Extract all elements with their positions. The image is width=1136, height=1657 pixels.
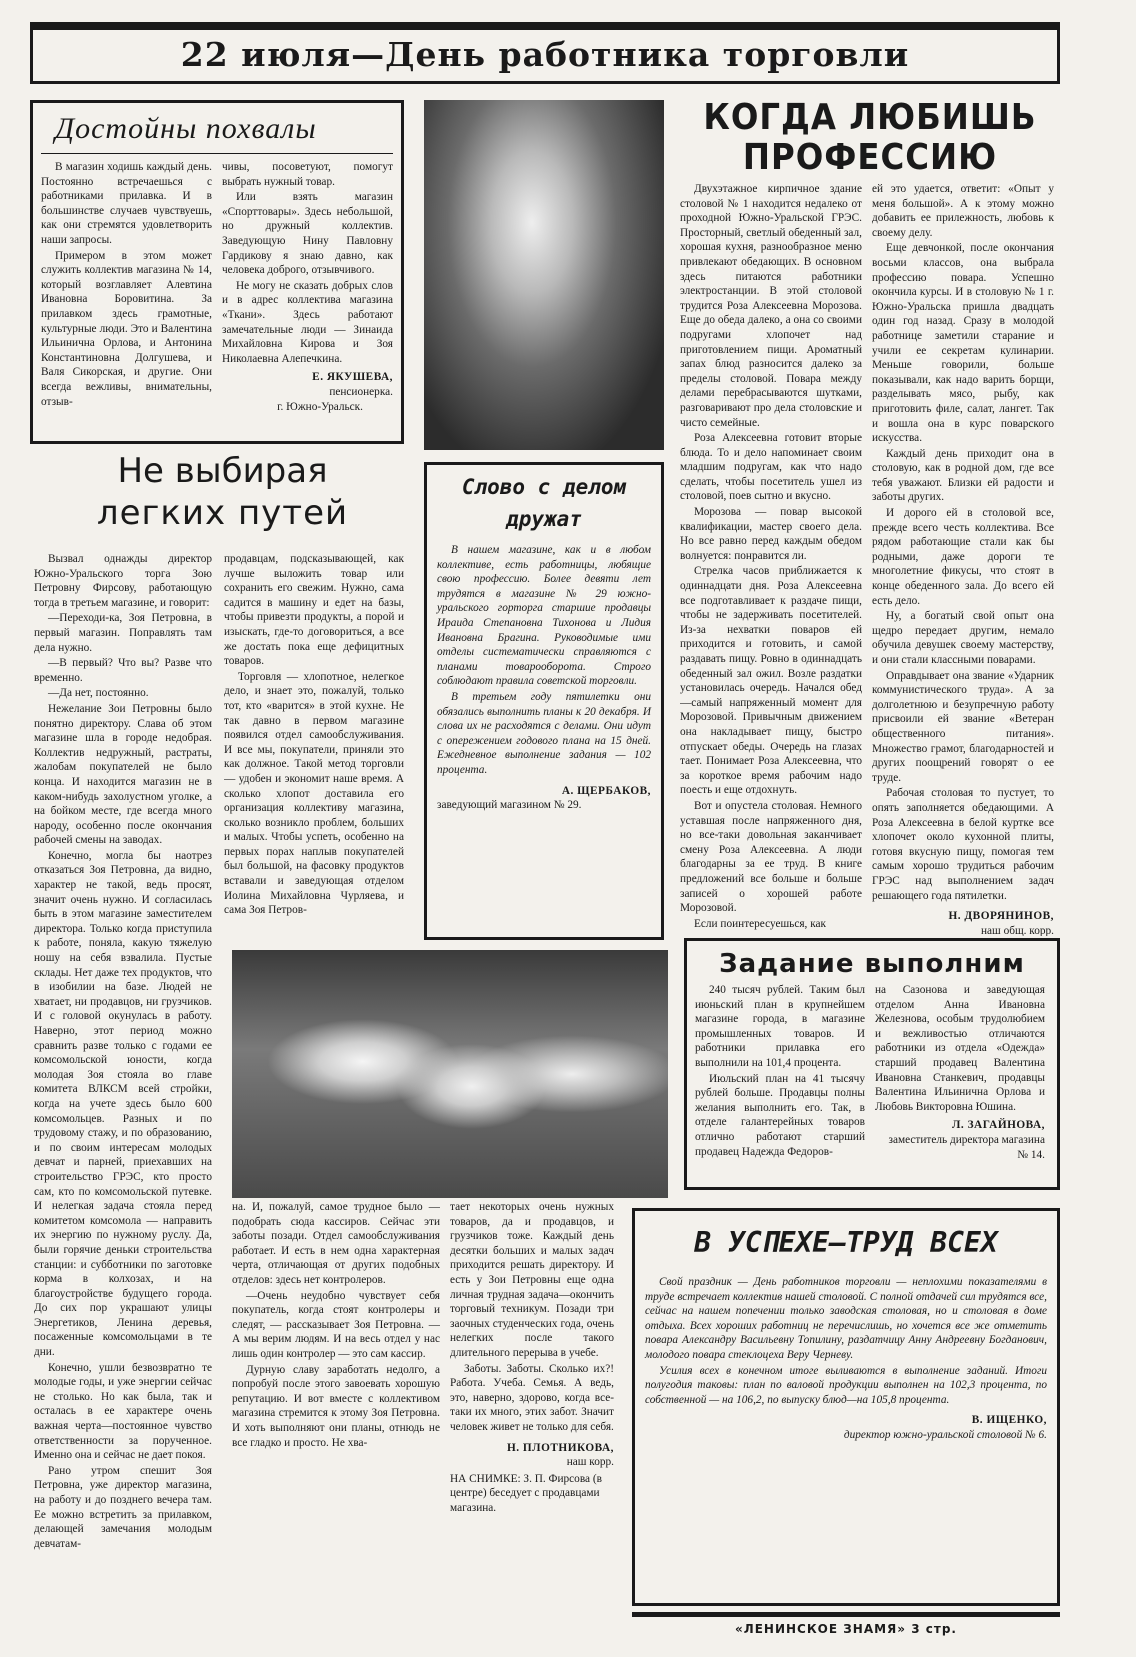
paragraph: В нашем магазине, как и в любом коллективе, есть работницы, любящие свою профессию. Более девяти лет трудятся в магазине № 29 южно-уральского горторга старшие продавцы Ираида Степановна Тихонова и Лидия Ивановна Брагина. Руководимые ими отделы систематически справляются с планами товарооборота. Строго соблюдают правила советской торговли. xyxy=(437,544,651,688)
paragraph: Вот и опустела столовая. Немного уставшая после напряженного дня, но все-таки довольная заканчивает смену Роза Алексеевна. А люди благодарны за ее труд. В книге предложений все больше и больше записей о хорошей работе Морозовой. xyxy=(680,799,862,915)
paragraph: И дорого ей в столовой все, прежде всего честь коллектива. Все рядом работающие стали как бы родными, даже дороги те многолетние фикусы, что стоят в конце обеденного зала. До всего ей есть дело. xyxy=(872,507,1054,607)
article-ne-vybiraya-column-3 xyxy=(232,1200,440,1640)
paragraph: на Сазонова и заведующая отделом Анна Ивановна Железнова, особым трудолюбием и вежливостью отличаются работники из отдела «Одежда» старший продавец Валентина Ивановна Станкевич, продавцы Валентина Ильинична Орлова и Любовь Викторовна Юшина. xyxy=(875,984,1045,1113)
signature xyxy=(645,1413,1047,1442)
paragraph: В третьем году пятилетки они обязались выполнить планы к 20 декабря. И слова их не расходятся с делами. Они идут с опережением годового плана на 15 дней. Ежедневное выполнение задания — 102 процента. xyxy=(437,690,651,776)
paragraph: Или взять магазин «Спорттовары». Здесь небольшой, но дружный коллектив. Заведующую Нину Павловну Гардикову я знаю давно, как человека доброго, отзывчивого. xyxy=(222,191,393,277)
signature xyxy=(437,784,651,813)
signature xyxy=(875,1118,1045,1162)
page-footer xyxy=(632,1612,1060,1644)
article-title: Достойны похвалы xyxy=(55,112,317,145)
article-kogda-lyubish xyxy=(680,98,1060,936)
article-column-1 xyxy=(680,182,862,936)
paragraph: Рабочая столовая то пустует, то опять заполняется обедающими. А Роза Алексеевна в белой куртке все хлопочет около кухонной плиты, готовя вкусную пищу, помогая тем самым хорошо трудиться рабочим ГРЭС над выполнением задач решающего года пятилетки. xyxy=(872,787,1054,902)
article-body xyxy=(645,1275,1047,1407)
paragraph: Вызвал однажды директор Южно-Уральского торга Зою Петровну Фирсову, работающую тогда в третьем магазине, и говорит: xyxy=(34,553,212,609)
paragraph: Не могу не сказать добрых слов и в адрес коллектива магазина «Ткани». Здесь работают замечательные люди — Зинаида Михайловна Кирова и Зоя Николаевна Алепечкина. xyxy=(222,279,393,365)
paragraph: чивы, посоветуют, помогут выбрать нужный товар. xyxy=(222,161,393,188)
article-column-1 xyxy=(41,160,212,414)
paragraph: Морозова — повар высокой квалификации, мастер своего дела. Но все равно перед каждым обедом волнуется: понравится ли. xyxy=(680,506,862,562)
article-column-2 xyxy=(222,160,393,414)
author-name: Л. ЗАГАЙНОВА, xyxy=(952,1119,1045,1132)
paragraph: Примером в этом может служить коллектив магазина № 14, который возглавляет Алевтина Ивановна Боровитина. За прилавком здесь грамотные, культурные люди. Это и Валентина Ильинична Орлова, и Антонина Константиновна Долгушева, и Валя Сикорская, и другие. Они всегда вежливы, внимательны, отзыв- xyxy=(41,249,212,408)
photo-firsova-staff xyxy=(232,950,668,1198)
paragraph: тает некоторых очень нужных товаров, да и продавцов, и грузчиков тоже. Каждый день десятки больших и малых задач приходится решать директору. И есть у Зои Петровны еще одна личная трудная задача—окончить торговый техникум. Позади три заочных студенческих года, очень нелегких после такого длительного перерыва в учебе. xyxy=(450,1201,614,1359)
paragraph: Нежелание Зои Петровны было понятно директору. Слава об этом магазине шла в городе недобрая. Коллектив недружный, растраты, жалобам покупателей не было конца. И находится магазин не в каком-нибудь захолустном уголке, а на бойком месте, где всегда много народу, особенно после окончания рабочей смены на заводах. xyxy=(34,702,212,847)
author-role: наш корр. xyxy=(566,1456,614,1469)
paragraph: Усилия всех в конечном итоге выливаются в выполнение заданий. Итоги полугодия таковы: план по валовой продукции выполнен на 102,3 процента, по собственной — на 106,2, по выпуску блюд—на 105,8 процента. xyxy=(645,1364,1047,1406)
paragraph: Если поинтересуешься, как xyxy=(694,917,827,930)
article-zadanie-vypolnim xyxy=(684,938,1060,1190)
article-dostoiny-pokhvaly xyxy=(30,100,404,444)
paragraph: Свой праздник — День работников торговли — неплохими показателями в труде встречает коллектив нашей столовой. С полной отдачей сил трудятся все, сейчас на нашем попечении только заводская столовая, но и столовая в доме отдыха. Всех хороших работниц не перечислишь, но хочется все же отметить повара Александру Васильевну Топилину, раздатчицу Анну Андреевну Богданович, молодого повара стеклоцеха Веру Черневу. xyxy=(645,1276,1047,1361)
paragraph: —Да нет, постоянно. xyxy=(48,687,149,700)
signature xyxy=(222,370,393,414)
paragraph: 240 тысяч рублей. Таким был июньский план в крупнейшем магазине города, в магазине промышленных товаров. И работники прилавка его выполнили на 101,4 процента. xyxy=(695,984,865,1069)
article-ne-vybiraya-column-1 xyxy=(34,552,212,1642)
paragraph: Конечно, ушли безвозвратно те молодые годы, и уже энергии сейчас не столько. Но как была, так и осталась в ее характере очень важная черта—постоянное чувство ответственности за порученное. Именно она и сейчас не дает покоя. xyxy=(34,1361,212,1462)
paragraph: —Очень неудобно чувствует себя покупатель, когда стоят контролеры и следят, — рассказывает Зоя Петровна. — А мы верим людям. И на весь отдел у нас лишь один контролер — это сам кассир. xyxy=(232,1289,440,1360)
paragraph: Стрелка часов приближается к одиннадцати дня. Роза Алексеевна все подготавливает к раздаче пищи, чтобы не задерживать посетителей. Из-за нехватки поваров ей приходится и готовить, и самой раздавать пищу. Ровно в одиннадцать обеденный зал ожил. Возле раздатки установилась очередь. Начался обед—самый напряженный момент для Морозовой. Привычным движением она накладывает пищу, быстро отпускает обеды. Очередь на глазах тает. Понимает Роза Алексеевна, что за короткое время рабочим надо поесть и еще отдохнуть. xyxy=(680,565,862,797)
signature xyxy=(450,1441,614,1470)
paragraph: на. И, пожалуй, самое трудное было — подобрать сюда кассиров. Сейчас эти заботы позади. Отдел самообслуживания работает. И есть в нем одна характерная черта, отличающая от других подобных отделов: здесь нет контролеров. xyxy=(232,1201,440,1286)
article-title xyxy=(680,98,1060,178)
banner xyxy=(30,22,1060,84)
paragraph: —Переходи-ка, Зоя Петровна, в первый магазин. Поправлять там дела нужно. xyxy=(34,612,212,654)
author-role: наш общ. корр. xyxy=(980,924,1054,936)
paragraph: Рано утром спешит Зоя Петровна, уже директор магазина, на работу и до позднего вечера там. Ее можно встретить за прилавком, делающей замечания молодым девчатам- xyxy=(34,1464,212,1550)
paragraph: Оправдывает она звание «Ударник коммунистического труда». А за долголетнюю и безупречную работу присвоили ей звание «Ветеран общественного питания». Множество грамот, благодарностей и других поощрений говорят о ее труде. xyxy=(872,669,1054,784)
paragraph: Роза Алексеевна готовит вторые блюда. То и дело напоминает своим младшим подругам, как что надо сделать, чтобы посетитель ушел из столовой, поев сытно и вкусно. xyxy=(680,432,862,503)
paragraph: Еще девчонкой, после окончания восьми классов, она выбрала профессию повара. Успешно окончила курсы. И в столовую № 1 г. Южно-Уральска пришла двадцать один год назад. Сразу в молодой работнице заметили старание и учили ее секретам кулинарии. Меньше говорили, больше показывали, как надо варить борщи, разделывать мясо, рыбу, как приготовить филе, салат, лангет. Так и вошла она в курс поварского искусства. xyxy=(872,242,1054,445)
paragraph: Заботы. Заботы. Сколько их?! Работа. Учеба. Семья. А ведь, это, наверно, здорово, когда все-таки их много, этих забот. Значит человек живет не только для себя. xyxy=(450,1362,614,1433)
author-role: заместитель директора магазина № 14. xyxy=(888,1133,1045,1161)
paragraph: В магазин ходишь каждый день. Постоянно встречаешься с работниками прилавка. И в большинстве случаев чувствуешь, как они стремятся удовлетворить наши запросы. xyxy=(41,161,212,246)
author-name: А. ЩЕРБАКОВ, xyxy=(561,784,651,797)
article-slovo-s-delom xyxy=(424,462,664,940)
photo-morozova xyxy=(424,100,664,450)
title-line-2: легких путей xyxy=(96,493,349,533)
article-title: В УСПЕХЕ—ТРУД ВСЕХ xyxy=(694,1226,998,1259)
paragraph: Каждый день приходит она в столовую, как в родной дом, где все тебя уважают. Близки ей радости и заботы других. xyxy=(872,447,1054,504)
article-v-uspekhe xyxy=(632,1208,1060,1606)
photo-caption: НА СНИМКЕ: З. П. Фирсова (в центре) беседует с продавцами магазина. xyxy=(450,1472,602,1514)
article-ne-vybiraya-title xyxy=(30,450,415,550)
footer-text: «ЛЕНИНСКОЕ ЗНАМЯ» 3 стр. xyxy=(735,1622,957,1636)
article-ne-vybiraya-column-4 xyxy=(450,1200,614,1640)
signature xyxy=(872,909,1054,936)
author-role: пенсионерка. xyxy=(329,385,393,398)
author-name: Е. ЯКУШЕВА, xyxy=(312,371,393,384)
banner-title: 22 июля—День работника торговли xyxy=(180,35,910,74)
title-line-1: Слово с делом xyxy=(461,475,627,499)
title-line-2: ПРОФЕССИЮ xyxy=(742,137,998,178)
author-name: Н. ПЛОТНИКОВА, xyxy=(506,1441,614,1454)
article-title xyxy=(437,471,651,535)
title-line-2: дружат xyxy=(506,507,582,531)
title-line-1: Не выбирая xyxy=(117,451,328,491)
paragraph: ей это удается, ответит: «Опыт у меня большой». А к этому можно добавить ее прилежность, любовь к своему делу. xyxy=(872,183,1054,239)
paragraph: Конечно, могла бы наотрез отказаться Зоя Петровна, да видно, характер не такой, ведь просят, значит очень нужно. И согласилась быть в этом магазине заместителем директора. Только когда приступила к работе, поняла, какую тяжелую ношу на себя взвалила. Пустые склады. Нет даже тех продуктов, что в изобилии на базе. Людей не хватает, ни продавцов, ни грузчиков. И с головой окунулась в работу. Наверно, этот период можно сравнить разве только с годами ее комсомольской юности, когда молодая Зоя стояла во главе комитета ВЛКСМ всей стройки, когда на учете здесь было 600 комсомольцев. Разных и по трудовому стажу, и по образованию, и по своим интересам молодых девчат и парней, приехавших на строительство ГРЭС, кто просто сам, кто по комсомольской путевке. И нелегкая задача стояла перед комитетом комсомола — направить их энергию по нужному руслу. Да, были горячие деньки строительства станции: и субботники по заготовке корма в колхозах, и на благоустройстве будущего города. До сих пор украшают улицы Энергетиков, Ленина деревья, посаженные комсомольцами в те дни. xyxy=(34,849,212,1359)
title-line-1: КОГДА ЛЮБИШЬ xyxy=(703,98,1037,138)
paragraph: продавцам, подсказывающей, как лучше выложить товар или сохранить его свежим. Нужно, сама садится в машину и едет на базы, чтобы привезти продукты, а порой и изыскать, где-то договориться, а все же достать пока еще дефицитных товаров. xyxy=(224,553,404,668)
paragraph: Торговля — хлопотное, нелегкое дело, и знает это, пожалуй, только тот, кто «варится» в этой кухне. Не так давно в первом магазине появился отдел самообслуживания. И все мы, покупатели, приняли это как должное. Такой метод торговли — удобен и экономит наше время. А сколько хлопот доставила его организация коллективу магазина, сколько возникло проблем, больших и малых. Чтобы успеть, особенно на первых порах наплыв покупателей был большой, на фасовку продуктов вставали и заведующая отделом Иолина Михайловна Чурляева, и сама Зоя Петров- xyxy=(224,670,404,917)
author-role: заведующий магазином № 29. xyxy=(437,799,582,812)
paragraph: Ну, а богатый свой опыт она щедро передает другим, немало обучила девушек своему мастерству, и они стали классными поварами. xyxy=(872,610,1054,666)
article-title: Задание выполним xyxy=(719,949,1025,979)
author-city: г. Южно-Уральск. xyxy=(277,400,363,413)
author-name: В. ИЩЕНКО, xyxy=(971,1414,1047,1427)
article-column-2 xyxy=(875,983,1045,1162)
paragraph: Двухэтажное кирпичное здание столовой № 1 находится недалеко от проходной Южно-Уральской ГРЭС. Просторный, светлый обеденный зал, хорошая кухня, разнообразное меню привлекают обедающих. В основном здесь питаются работники электростанции. В этой столовой трудится Роза Алексеевна Морозова. Еще до обеда далеко, а она со своими подругами хлопочет над приготовлением пищи. Ароматный запах блюд разносится далеко за пределы столовой. Повара между делами перебрасываются шутками, разговаривают про дела столовские и чисто семейные. xyxy=(680,183,862,429)
article-body xyxy=(437,543,651,778)
paragraph: —В первый? Что вы? Разве что временно. xyxy=(34,657,212,684)
article-column-2 xyxy=(872,182,1054,936)
author-name: Н. ДВОРЯНИНОВ, xyxy=(948,910,1054,923)
paragraph: Июльский план на 41 тысячу рублей больше. Продавцы полны желания выполнить его. Так, в отделе галантерейных товаров отлично работают старший продавец Надежда Федоров- xyxy=(695,1072,865,1158)
article-ne-vybiraya-column-2 xyxy=(224,552,404,947)
paragraph: Дурную славу заработать недолго, а попробуй после этого завоевать хорошую репутацию. И вот вместе с коллективом магазина стремится к этому Зоя Петровна. И хоть выполняют они планы, отнюдь не все гладко и просто. Не хва- xyxy=(232,1363,440,1449)
article-column-1 xyxy=(695,983,865,1162)
author-role: директор южно-уральской столовой № 6. xyxy=(843,1428,1047,1441)
